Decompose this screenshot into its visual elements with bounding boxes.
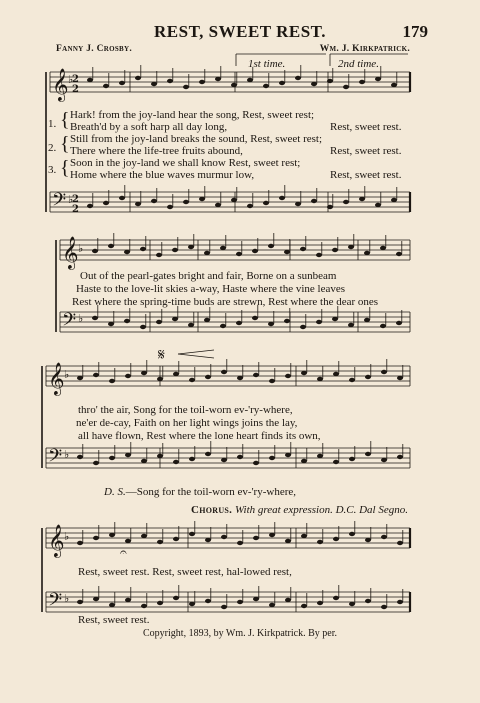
note-head	[279, 81, 285, 85]
note-head	[221, 535, 227, 539]
note-head	[365, 375, 371, 379]
ending-lyric: Rest, sweet rest.	[330, 145, 402, 157]
note-head	[205, 375, 211, 379]
note-head	[231, 83, 237, 87]
verse-brace: {	[60, 157, 70, 179]
note-head	[77, 541, 83, 545]
note-head	[220, 246, 226, 250]
svg-text:♭: ♭	[78, 242, 84, 255]
note-head	[92, 316, 98, 320]
note-head	[311, 199, 317, 203]
note-head	[237, 600, 243, 604]
verse-1-line-b: Breath'd by a soft harp all day long,	[70, 121, 228, 133]
note-head	[199, 197, 205, 201]
note-head	[301, 371, 307, 375]
note-head	[397, 600, 403, 604]
note-head	[317, 377, 323, 381]
note-head	[359, 80, 365, 84]
system-3-verse-2: ne'er de-cay, Faith on her light wings joins the lay,	[76, 417, 298, 429]
svg-text:♭: ♭	[64, 530, 70, 543]
svg-text:2: 2	[72, 204, 79, 215]
note-head	[253, 461, 259, 465]
note-head	[396, 252, 402, 256]
note-head	[332, 248, 338, 252]
note-head	[253, 536, 259, 540]
note-head	[247, 78, 253, 82]
note-head	[375, 203, 381, 207]
note-head	[237, 376, 243, 380]
dal-segno-line: D. S.—Song for the toil-worn ev-'ry-where,	[104, 486, 296, 498]
verse-number: 1.	[48, 118, 57, 130]
note-head	[151, 82, 157, 86]
first-ending-label: 1st time.	[248, 58, 286, 70]
note-head	[327, 79, 333, 83]
note-head	[269, 533, 275, 537]
note-head	[349, 378, 355, 382]
svg-text:♭: ♭	[68, 73, 74, 86]
note-head	[157, 454, 163, 458]
note-head	[269, 603, 275, 607]
note-head	[205, 538, 211, 542]
note-head	[365, 599, 371, 603]
note-head	[109, 533, 115, 537]
note-head	[77, 600, 83, 604]
note-head	[189, 602, 195, 606]
note-head	[140, 247, 146, 251]
note-head	[156, 253, 162, 257]
note-head	[301, 459, 307, 463]
note-head	[172, 317, 178, 321]
note-head	[93, 461, 99, 465]
note-head	[221, 605, 227, 609]
note-head	[252, 249, 258, 253]
chorus-lyric-bottom: Rest, sweet rest.	[78, 614, 150, 626]
note-head	[381, 458, 387, 462]
note-head	[333, 372, 339, 376]
verse-brace: {	[60, 133, 70, 155]
note-head	[93, 536, 99, 540]
note-head	[125, 453, 131, 457]
verse-3-line-b: Home where the blue waves murmur low,	[70, 169, 255, 181]
copyright-notice: Copyright, 1893, by Wm. J. Kirkpatrick. By per.	[143, 628, 337, 639]
note-head	[141, 459, 147, 463]
note-head	[103, 84, 109, 88]
note-head	[375, 77, 381, 81]
note-head	[284, 250, 290, 254]
note-head	[156, 320, 162, 324]
note-head	[140, 325, 146, 329]
svg-text:♭: ♭	[64, 448, 70, 461]
note-head	[151, 199, 157, 203]
fermata-icon: 𝄐	[120, 545, 127, 559]
note-head	[188, 323, 194, 327]
system-4-treble-staff	[46, 528, 410, 548]
note-head	[316, 253, 322, 257]
note-head	[204, 318, 210, 322]
lyricist-credit: Fanny J. Crosby.	[56, 44, 133, 54]
note-head	[380, 324, 386, 328]
note-head	[285, 598, 291, 602]
note-head	[348, 245, 354, 249]
composer-credit: Wm. J. Kirkpatrick.	[319, 44, 410, 54]
note-head	[311, 82, 317, 86]
note-head	[268, 244, 274, 248]
chorus-lyric-top: Rest, sweet rest. Rest, sweet rest, hal-lowed rest,	[78, 566, 292, 578]
svg-text:♭: ♭	[68, 193, 74, 206]
verse-number: 2.	[48, 142, 57, 154]
note-head	[125, 598, 131, 602]
note-head	[135, 202, 141, 206]
note-head	[349, 457, 355, 461]
svg-text:2: 2	[72, 74, 79, 85]
note-head	[380, 246, 386, 250]
note-head	[343, 200, 349, 204]
note-head	[396, 321, 402, 325]
segno-icon: 𝄋	[158, 345, 165, 364]
ending-lyric: Rest, sweet rest.	[330, 169, 402, 181]
svg-text:♭: ♭	[64, 592, 70, 605]
treble-clef-icon: 𝄞	[48, 362, 65, 395]
note-head	[333, 460, 339, 464]
note-head	[135, 76, 141, 80]
note-head	[172, 248, 178, 252]
note-head	[333, 537, 339, 541]
svg-text:♭: ♭	[78, 312, 84, 325]
verse-2-line-b: There where the life-tree fruits abound,	[70, 145, 243, 157]
system-2-verse-1: Out of the pearl-gates bright and fair, Borne on a sunbeam	[80, 270, 337, 282]
note-head	[125, 539, 131, 543]
note-head	[397, 376, 403, 380]
note-head	[141, 371, 147, 375]
note-head	[205, 599, 211, 603]
system-3-verse-3: all have flown, Rest where the lone heart finds its own,	[78, 430, 321, 442]
note-head	[141, 604, 147, 608]
note-head	[189, 457, 195, 461]
note-head	[157, 377, 163, 381]
system-2-bass-staff	[60, 312, 410, 332]
bass-clef-icon: 𝄢	[62, 310, 77, 335]
note-head	[365, 538, 371, 542]
note-head	[92, 249, 98, 253]
hymn-title: REST, SWEET REST.	[154, 22, 326, 41]
verse-2-line-a: Still from the joy-land breaks the sound, Rest, sweet rest;	[70, 133, 323, 145]
note-head	[364, 318, 370, 322]
verse-3-line-a: Soon in the joy-land we shall know Rest, sweet rest;	[70, 157, 301, 169]
note-head	[173, 460, 179, 464]
note-head	[124, 250, 130, 254]
note-head	[365, 452, 371, 456]
note-head	[77, 455, 83, 459]
note-head	[397, 541, 403, 545]
note-head	[381, 370, 387, 374]
note-head	[300, 247, 306, 251]
system-3-bass-staff	[46, 448, 410, 468]
note-head	[157, 540, 163, 544]
note-head	[173, 537, 179, 541]
note-head	[109, 603, 115, 607]
note-head	[391, 83, 397, 87]
note-head	[236, 252, 242, 256]
note-head	[316, 320, 322, 324]
note-head	[215, 203, 221, 207]
note-head	[381, 535, 387, 539]
note-head	[87, 204, 93, 208]
note-head	[359, 197, 365, 201]
note-head	[381, 605, 387, 609]
note-head	[221, 370, 227, 374]
note-head	[317, 601, 323, 605]
page-number: 179	[402, 22, 428, 41]
chorus-dc: D.C. Dal Segno.	[335, 504, 408, 516]
note-head	[237, 455, 243, 459]
note-head	[119, 81, 125, 85]
note-head	[285, 539, 291, 543]
verse-1-line-a: Hark! from the joy-land hear the song, Rest, sweet rest;	[70, 109, 315, 121]
note-head	[93, 597, 99, 601]
note-head	[93, 373, 99, 377]
note-head	[253, 597, 259, 601]
note-head	[317, 454, 323, 458]
note-head	[141, 534, 147, 538]
verse-brace: {	[60, 109, 70, 131]
svg-text:2: 2	[72, 84, 79, 95]
note-head	[236, 321, 242, 325]
note-head	[252, 316, 258, 320]
system-4-bass-staff	[46, 592, 410, 612]
note-head	[263, 201, 269, 205]
note-head	[364, 251, 370, 255]
note-head	[279, 196, 285, 200]
note-head	[199, 80, 205, 84]
note-head	[173, 372, 179, 376]
note-head	[173, 596, 179, 600]
note-head	[215, 77, 221, 81]
verse-number: 3.	[48, 164, 57, 176]
bass-clef-icon: 𝄢	[48, 590, 63, 615]
note-head	[269, 456, 275, 460]
system-3-verse-1: thro' the air, Song for the toil-worn ev-'ry-where,	[78, 404, 293, 416]
chorus-direction: With great expression.	[234, 504, 333, 516]
note-head	[125, 374, 131, 378]
note-head	[189, 378, 195, 382]
note-head	[183, 85, 189, 89]
ending-lyric: Rest, sweet rest.	[330, 121, 402, 133]
second-ending-label: 2nd time.	[338, 58, 379, 70]
treble-clef-icon: 𝄞	[62, 236, 79, 269]
note-head	[397, 455, 403, 459]
note-head	[295, 76, 301, 80]
note-head	[188, 245, 194, 249]
chorus-label: Chorus.	[190, 504, 233, 516]
note-head	[263, 84, 269, 88]
note-head	[247, 204, 253, 208]
note-head	[343, 85, 349, 89]
note-head	[183, 200, 189, 204]
note-head	[285, 374, 291, 378]
note-head	[220, 324, 226, 328]
note-head	[167, 205, 173, 209]
system-3-treble-staff	[46, 350, 410, 386]
note-head	[124, 319, 130, 323]
note-head	[333, 596, 339, 600]
note-head	[167, 79, 173, 83]
note-head	[108, 244, 114, 248]
note-head	[317, 540, 323, 544]
system-2-verse-3: Rest where the spring-time buds are strewn, Rest where the dear ones	[72, 296, 379, 308]
note-head	[119, 196, 125, 200]
note-head	[295, 202, 301, 206]
svg-text:2: 2	[72, 194, 79, 205]
note-head	[237, 541, 243, 545]
note-head	[205, 452, 211, 456]
note-head	[87, 78, 93, 82]
note-head	[348, 323, 354, 327]
note-head	[285, 453, 291, 457]
note-head	[327, 205, 333, 209]
note-head	[391, 198, 397, 202]
svg-text:♭: ♭	[64, 368, 70, 381]
system-2-verse-2: Haste to the love-lit skies a-way, Haste where the vine leaves	[76, 283, 345, 295]
note-head	[221, 458, 227, 462]
treble-clef-icon: 𝄞	[52, 68, 69, 101]
note-head	[349, 532, 355, 536]
system-2-treble-staff	[60, 240, 410, 260]
note-head	[301, 534, 307, 538]
note-head	[349, 602, 355, 606]
note-head	[300, 325, 306, 329]
note-head	[301, 604, 307, 608]
note-head	[109, 379, 115, 383]
bass-clef-icon: 𝄢	[52, 190, 67, 215]
note-head	[284, 319, 290, 323]
note-head	[231, 198, 237, 202]
chorus-heading	[191, 504, 408, 516]
note-head	[189, 532, 195, 536]
note-head	[108, 322, 114, 326]
bass-clef-icon: 𝄢	[48, 446, 63, 471]
note-head	[269, 379, 275, 383]
note-head	[77, 376, 83, 380]
note-head	[332, 317, 338, 321]
note-head	[157, 601, 163, 605]
note-head	[103, 201, 109, 205]
treble-clef-icon: 𝄞	[48, 524, 65, 557]
note-head	[253, 373, 259, 377]
note-head	[109, 456, 115, 460]
note-head	[268, 322, 274, 326]
note-head	[204, 251, 210, 255]
